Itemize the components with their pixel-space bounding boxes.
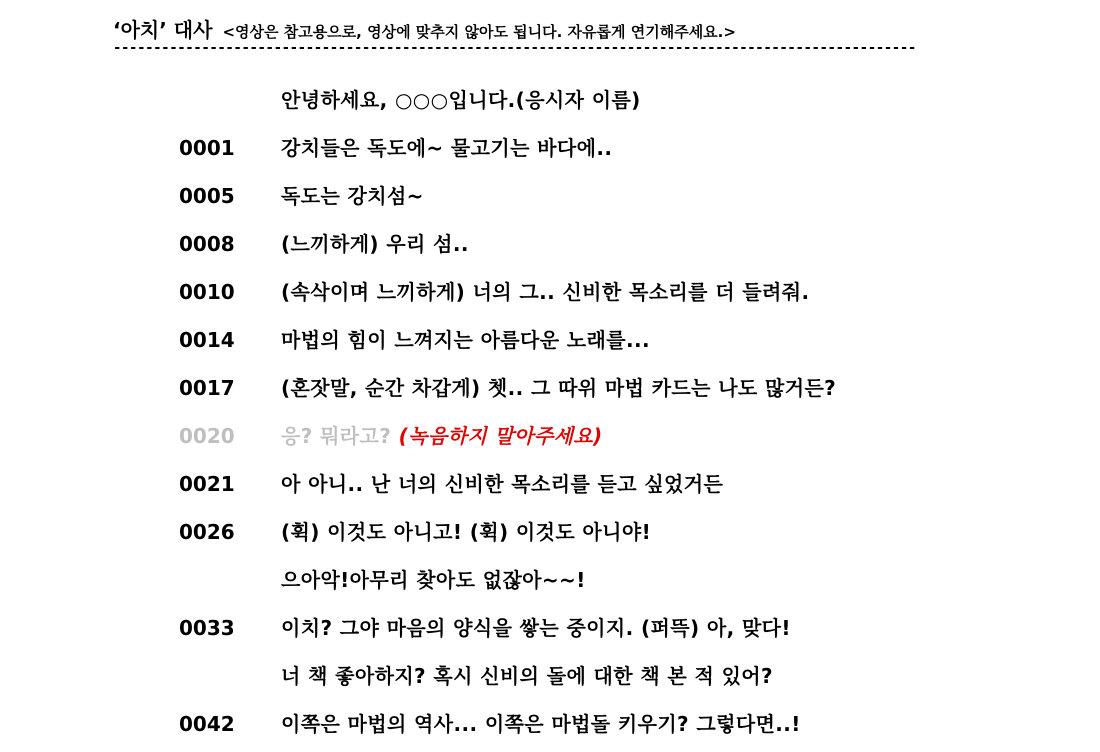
line-number: 0010 <box>179 280 235 304</box>
line-text: 응? 뭐라고? <box>281 424 392 448</box>
line-text: 강치들은 독도에~ 물고기는 바다에.. <box>281 136 613 160</box>
script-line <box>0 76 1100 124</box>
line-text: 이쪽은 마법의 역사... 이쪽은 마법돌 키우기? 그렇다면..! <box>281 712 801 736</box>
script-line <box>0 460 1100 508</box>
line-text-wrapper <box>281 412 603 460</box>
line-text: (휙) 이것도 아니고! (휙) 이것도 아니야! <box>281 520 652 544</box>
line-number: 0042 <box>179 712 235 736</box>
script-line <box>0 316 1100 364</box>
document-header <box>113 14 736 43</box>
line-text: (느끼하게) 우리 섬.. <box>281 232 469 256</box>
script-line <box>0 700 1100 748</box>
line-number: 0017 <box>179 376 235 400</box>
script-line <box>0 556 1100 604</box>
line-text: (혼잣말, 순간 차갑게) 쳇.. 그 따위 마법 카드는 나도 많거든? <box>281 376 837 400</box>
line-text: 마법의 힘이 느껴지는 아름다운 노래를... <box>281 328 650 352</box>
line-text: 독도는 강치섬~ <box>281 184 424 208</box>
line-number: 0005 <box>179 184 235 208</box>
divider-line: ---------------------------------------------------------------------------------------------------- <box>113 40 916 56</box>
script-lines <box>0 76 1100 748</box>
line-number: 0020 <box>179 424 235 448</box>
line-number: 0001 <box>179 136 235 160</box>
line-text: 너 책 좋아하지? 혹시 신비의 돌에 대한 책 본 적 있어? <box>281 664 774 688</box>
script-line <box>0 172 1100 220</box>
line-number: 0008 <box>179 232 235 256</box>
line-number: 0033 <box>179 616 235 640</box>
line-number: 0021 <box>179 472 235 496</box>
line-text: 아 아니.. 난 너의 신비한 목소리를 듣고 싶었거든 <box>281 472 724 496</box>
line-number: 0014 <box>179 328 235 352</box>
line-number: 0026 <box>179 520 235 544</box>
do-not-record-note: (녹음하지 말아주세요) <box>398 424 603 448</box>
script-line <box>0 604 1100 652</box>
document-title: ‘아치’ 대사 <box>113 18 213 42</box>
line-text: 이치? 그야 마음의 양식을 쌓는 중이지. (퍼뜩) 아, 맞다! <box>281 616 791 640</box>
line-text: 안녕하세요, ○○○입니다.(응시자 이름) <box>281 88 641 112</box>
script-line <box>0 220 1100 268</box>
script-line <box>0 124 1100 172</box>
script-line <box>0 364 1100 412</box>
line-text: (속삭이며 느끼하게) 너의 그.. 신비한 목소리를 더 들려줘. <box>281 280 810 304</box>
document-note: <영상은 참고용으로, 영상에 맞추지 않아도 됩니다. 자유롭게 연기해주세요.> <box>222 23 736 41</box>
line-text: 으아악!아무리 찾아도 없잖아~~! <box>281 568 586 592</box>
script-line <box>0 268 1100 316</box>
script-line <box>0 652 1100 700</box>
script-line-skipped <box>0 412 1100 460</box>
script-line <box>0 508 1100 556</box>
